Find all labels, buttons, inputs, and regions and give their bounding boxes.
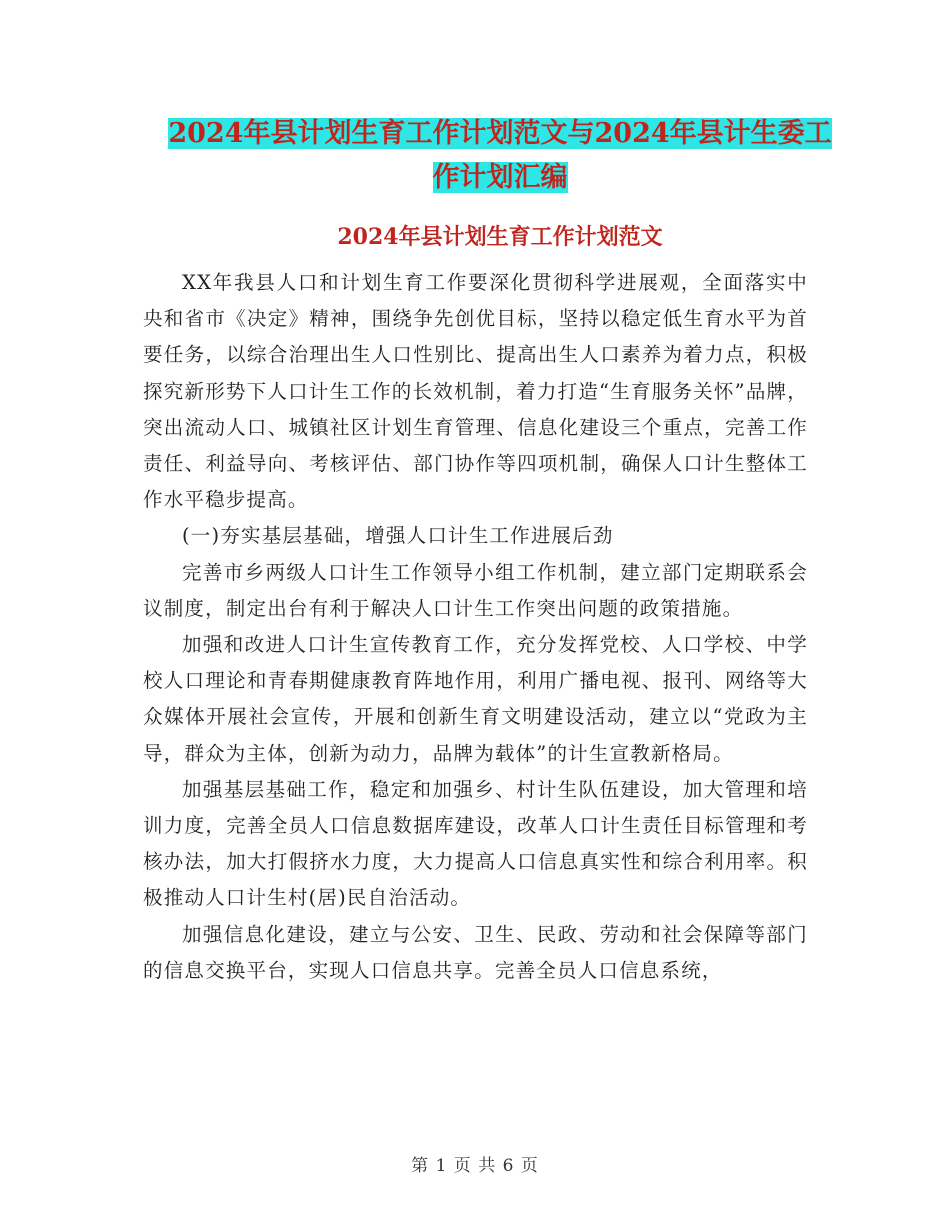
document-title-line-2: 作计划汇编 [432, 162, 568, 193]
document-body [143, 265, 808, 989]
paragraph: 加强和改进人口计生宣传教育工作，充分发挥党校、人口学校、中学校人口理论和青春期健康教育阵地作用，利用广播电视、报刊、网络等大众媒体开展社会宣传，开展和创新生育文明建设活动，建立以“党政为主导，群众为主体，创新为动力，品牌为载体”的计生宣教新格局。 [143, 633, 808, 765]
document-title [140, 112, 860, 200]
paragraph: 加强信息化建设，建立与公安、卫生、民政、劳动和社会保障等部门的信息交换平台，实现人口信息共享。完善全员人口信息系统， [143, 922, 808, 982]
paragraph-heading: (一)夯实基层基础，增强人口计生工作进展后劲 [182, 524, 614, 548]
paragraph: 完善市乡两级人口计生工作领导小组工作机制，建立部门定期联系会议制度，制定出台有利于解决人口计生工作突出问题的政策措施。 [143, 560, 808, 620]
paragraph: XX年我县人口和计划生育工作要深化贯彻科学进展观，全面落实中央和省市《决定》精神，围绕争先创优目标，坚持以稳定低生育水平为首要任务，以综合治理出生人口性别比、提高出生人口素养为着力点，积极探究新形势下人口计生工作的长效机制，着力打造“生育服务关怀”品牌，突出流动人口、城镇社区计划生育管理、信息化建设三个重点，完善工作责任、利益导向、考核评估、部门协作等四项机制，确保人口计生整体工作水平稳步提高。 [143, 271, 808, 512]
section-title: 2024年县计划生育工作计划范文 [337, 224, 663, 250]
page-number-footer: 第 1 页 共 6 页 [411, 1156, 539, 1176]
paragraph: 加强基层基础工作，稳定和加强乡、村计生队伍建设，加大管理和培训力度，完善全员人口信息数据库建设，改革人口计生责任目标管理和考核办法，加大打假挤水力度，大力提高人口信息真实性和综合利用率。积极推动人口计生村(居)民自治活动。 [143, 777, 808, 910]
document-title-line-1: 2024年县计划生育工作计划范文与2024年县计生委工 [168, 118, 832, 149]
